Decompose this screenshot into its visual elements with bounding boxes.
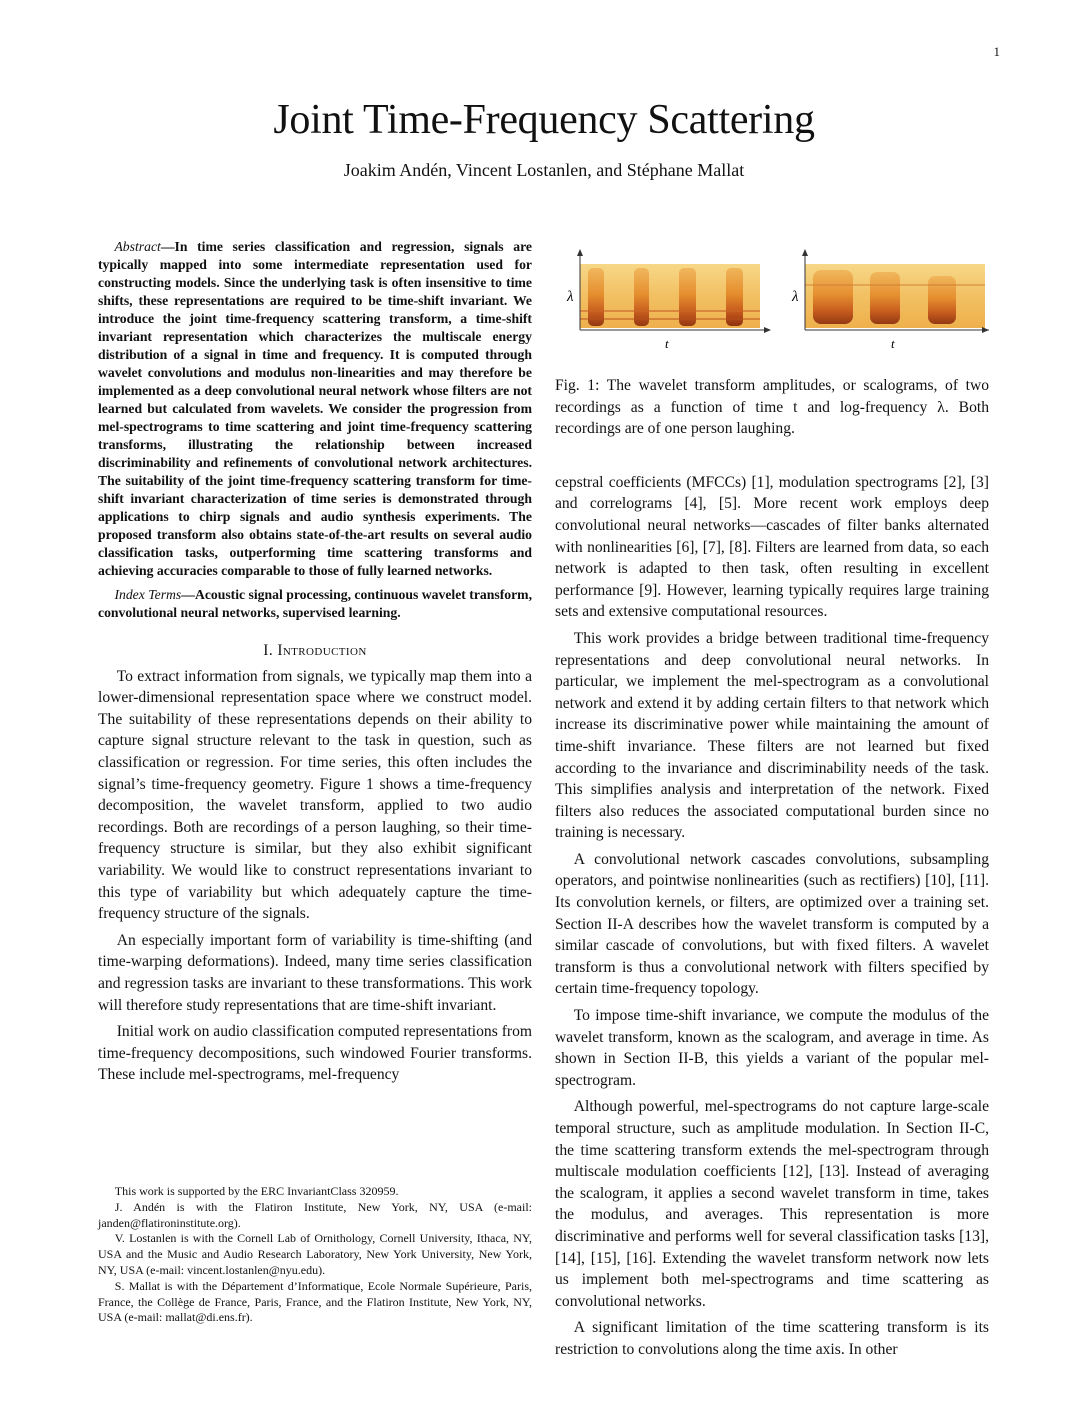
- abstract-label: Abstract: [114, 239, 161, 254]
- figure-caption: Fig. 1: The wavelet transform amplitudes, or scalograms, of two recordings as a function of time t and log-frequency λ. Both recordings are of one person laughing.: [555, 377, 989, 438]
- index-terms: [98, 586, 532, 622]
- right-column: [555, 238, 989, 1361]
- y-axis-label: λ: [792, 289, 799, 305]
- body-paragraph: Although powerful, mel-spectrograms do not capture large-scale temporal structure, such as amplitude modulation. In Section II-C, the time scattering transform extends the mel-spectrogram through multiscale modulation coefficients [12], [13]. Instead of averaging the scalogram, it applies a second wavelet transform in time, takes the modulus, and averages. This representation is more discriminative and performs well for several classification tasks [13], [14], [15], [16]. Extending the wavelet transform network now lets us implement both mel-spectrograms and time scattering as convolutional networks.: [555, 1098, 989, 1310]
- scalogram-figure: [555, 238, 989, 368]
- body-paragraph: This work provides a bridge between traditional time-frequency representations and deep convolutional neural networks. In particular, we implement the mel-spectrogram as a convolutional network and extend it by adding certain filters to that network which increase its discriminative power while maintaining the amount of time-shift invariance. These filters are not learned but fixed according to the invariance and discriminability needs of the task. This simplifies analysis and interpretation of the network. Fixed filters also reduces the associated computational burden since no training is necessary.: [555, 629, 989, 842]
- body-paragraph: To extract information from signals, we typically map them into a lower-dimensional representation space where we construct model. The suitability of these representations depends on their ability to capture signal structure relevant to the task in question, such as classification or regression. For time series, this often includes the signal’s time-frequency geometry. Figure 1 shows a time-frequency decomposition, the wavelet transform, applied to two audio recordings. Both are recordings of a person laughing, so their time-frequency structure is similar, but they also exhibit significant variability. We would like to construct representations invariant to this type of variability but which adequately capture the time-frequency structure of the signals.: [98, 667, 532, 923]
- section-heading-introduction: I. Introduction: [263, 642, 367, 659]
- scalogram-panel-2: [791, 249, 989, 351]
- left-column: [98, 238, 532, 1086]
- body-paragraph: A significant limitation of the time scattering transform is its restriction to convolutions along the time axis. In other: [555, 1319, 989, 1358]
- x-axis-label: t: [891, 336, 895, 351]
- body-paragraph: Initial work on audio classification computed representations from time-frequency decompositions, such windowed Fourier transforms. These include mel-spectrograms, mel-frequency: [98, 1023, 533, 1084]
- footnote: V. Lostanlen is with the Cornell Lab of Ornithology, Cornell University, Ithaca, NY, USA and the Music and Audio Research Laboratory, New York University, New York, NY, USA (e-mail: vincent.lostanlen@nyu.edu).: [98, 1231, 532, 1277]
- footnote: S. Mallat is with the Département d’Informatique, Ecole Normale Supérieure, Paris, France, the Collège de France, Paris, France, and the Flatiron Institute, New York, NY, USA (e-mail: mallat@di.ens.fr).: [98, 1278, 532, 1325]
- body-paragraph: A convolutional network cascades convolutions, subsampling operators, and pointwise nonlinearities (such as rectifiers) [10], [11]. Its convolution kernels, or filters, are optimized over a training set. Section II-A describes how the wavelet transform is computed by a similar cascade of convolutions, but with fixed filters. A wavelet transform is thus a convolutional network with filters specified by certain time-frequency topology.: [555, 850, 989, 998]
- y-axis-label: λ: [567, 289, 574, 305]
- page-number: 1: [993, 44, 1000, 59]
- footnote: This work is supported by the ERC InvariantClass 320959.: [114, 1184, 399, 1198]
- footnotes: [98, 1184, 532, 1326]
- paper-title: Joint Time-Frequency Scattering: [273, 97, 815, 143]
- x-axis-label: t: [665, 336, 669, 351]
- body-paragraph: cepstral coefficients (MFCCs) [1], modulation spectrograms [2], [3] and correlograms [4], [5]. More recent work employs deep convolutional neural networks—cascades of filter banks alternated with nonlinearities [6], [7], [8]. Filters are learned from data, so each network is adapted to then task, often resulting in excellent performance [9]. However, learning typically requires large training sets and extensive computational resources.: [555, 473, 989, 621]
- index-terms-text: —Acoustic signal processing, continuous wavelet transform, convolutional neural networks, supervised learning.: [98, 587, 532, 620]
- scalogram-panel-1: [566, 249, 771, 351]
- paper-authors: Joakim Andén, Vincent Lostanlen, and Stéphane Mallat: [343, 160, 745, 180]
- index-terms-label: Index Terms: [114, 587, 182, 602]
- abstract-text: —In time series classification and regression, signals are typically mapped into some intermediate representation used for constructing models. Since the underlying task is often insensitive to time shifts, these representations are required to be time-shift invariant. We introduce the joint time-frequency scattering transform, a time-shift invariant representation which characterizes the multiscale energy distribution of a signal in time and frequency. It is computed through wavelet convolutions and modulus non-linearities and may therefore be implemented as a deep convolutional neural network whose filters are not learned but calculated from wavelets. We consider the progression from mel-spectrograms to time scattering and joint time-frequency scattering transforms, illustrating the relationship between increased discriminability and refinements of convolutional network architectures. The suitability of the joint time-frequency scattering transform for time-shift invariant characterization of time series is demonstrated through applications to chirp signals and audio synthesis experiments. The proposed transform also obtains state-of-the-art results on several audio classification tasks, outperforming time scattering transforms and achieving accuracies comparable to those of fully learned networks.: [98, 239, 532, 578]
- footnote: J. Andén is with the Flatiron Institute, New York, NY, USA (e-mail: janden@flatironinstitute.org).: [98, 1199, 532, 1230]
- body-paragraph: To impose time-shift invariance, we compute the modulus of the wavelet transform, known as the scalogram, and average in time. As shown in Section II-B, this yields a variant of the popular mel-spectrogram.: [555, 1007, 989, 1089]
- figure-1: [555, 238, 989, 368]
- abstract: [98, 238, 532, 580]
- body-paragraph: An especially important form of variability is time-shifting (and time-warping deformations). Indeed, many time series classification and regression tasks are invariant to these transformations. This work will therefore study representations that are time-shift invariant.: [98, 931, 532, 1014]
